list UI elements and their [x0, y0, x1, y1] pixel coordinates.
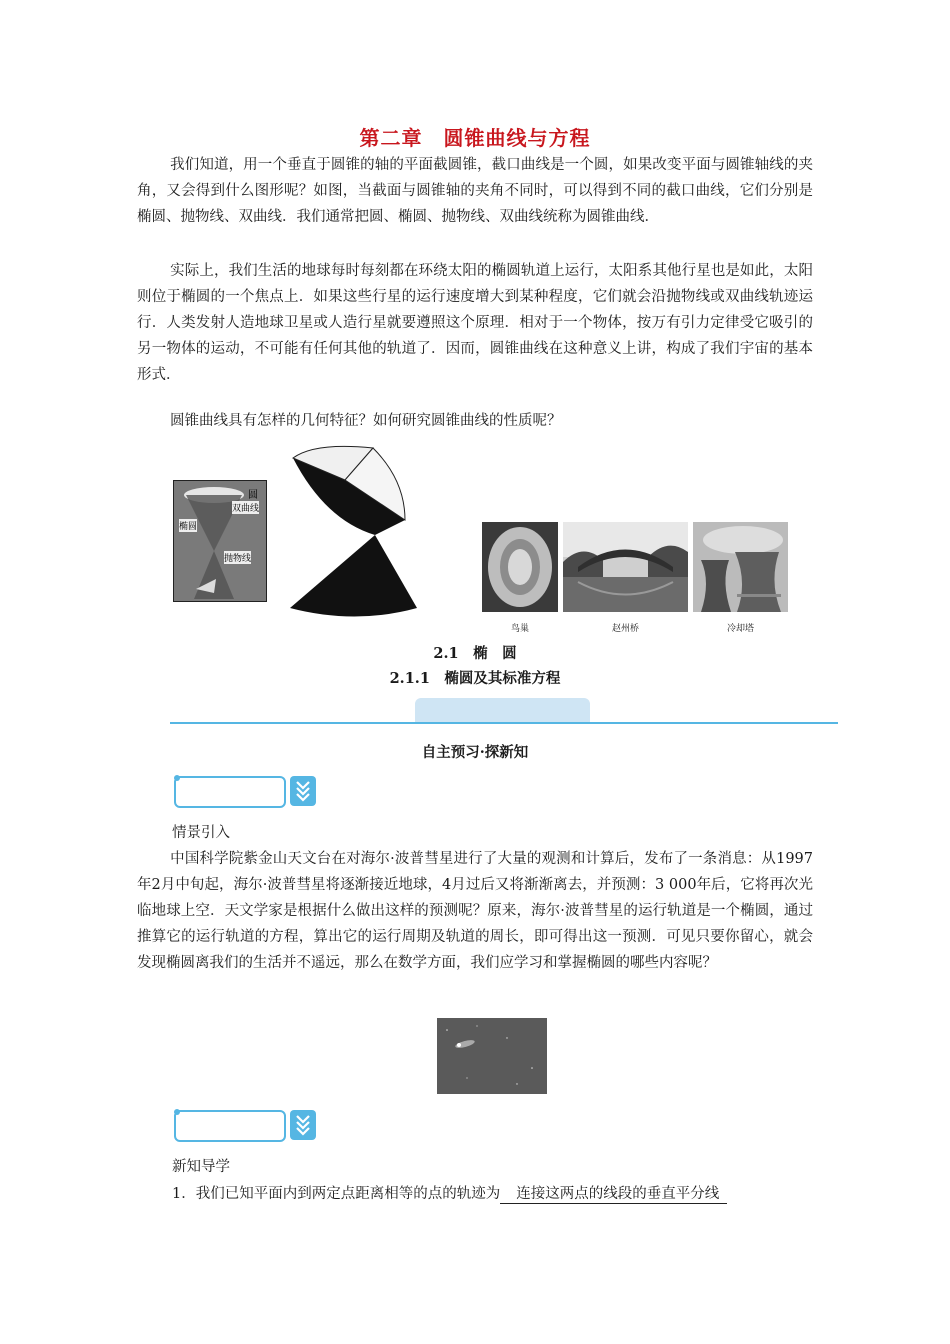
tag-dot-2: [174, 1109, 180, 1115]
chevron-down-icon-2: [290, 1110, 316, 1140]
comet-drawing: [437, 1018, 547, 1094]
scenario-heading: 情景引入: [172, 825, 230, 841]
label-ellipse: 椭圆: [179, 519, 197, 532]
intro-paragraph-3: 圆锥曲线具有怎样的几何特征？如何研究圆锥曲线的性质呢？: [170, 413, 562, 429]
subsection-title: 2.1.1 椭圆及其标准方程: [389, 670, 561, 687]
tag-box-2: [174, 1110, 286, 1142]
cooling-tower-photo: [693, 522, 788, 612]
label-hyperbola: 双曲线: [232, 501, 259, 514]
knowledge-item-1: [172, 1182, 852, 1204]
tag-box-1: [174, 776, 286, 808]
section-title: 2.1 椭 圆: [433, 645, 517, 662]
birds-nest-photo: [482, 522, 558, 612]
caption-cooling-tower: 冷却塔: [726, 624, 754, 634]
zhaozhou-bridge-photo: [563, 522, 688, 612]
cooling-tower-drawing: [693, 522, 788, 612]
band-title: 自主预习·探新知: [421, 744, 529, 761]
intro-paragraph-1: 我们知道，用一个垂直于圆锥的轴的平面截圆锥，截口曲线是一个圆，如果改变平面与圆锥轴线的夹角，又会得到什么图形呢？如图，当截面与圆锥轴的夹角不同时，可以得到不同的截口曲线，它们分别是椭圆、抛物线、双曲线．我们通常把圆、椭圆、抛物线、双曲线统称为圆锥曲线．: [137, 157, 813, 225]
chevron-down-icon: [290, 776, 316, 806]
label-parabola: 抛物线: [224, 551, 251, 564]
caption-birds-nest: 鸟巢: [510, 624, 529, 634]
chapter-title: 第二章 圆锥曲线与方程: [359, 126, 591, 150]
knowledge-item-1-text: 1．我们已知平面内到两定点距离相等的点的轨迹为: [172, 1186, 501, 1202]
knowledge-item-1-answer: 连接这两点的线段的垂直平分线: [500, 1182, 727, 1204]
double-cone-diagram: [285, 440, 420, 620]
new-knowledge-heading: 新知导学: [172, 1159, 230, 1175]
section-tab: [415, 698, 590, 723]
tag-dot-1: [174, 775, 180, 781]
label-circle: 圆: [248, 490, 258, 501]
zhaozhou-bridge-drawing: [563, 522, 688, 612]
cone-sections-photo: [173, 480, 267, 602]
caption-zhaozhou-bridge: 赵州桥: [611, 624, 639, 634]
section-divider: [170, 722, 838, 724]
comet-photo: [437, 1018, 547, 1094]
scenario-paragraph: 中国科学院紫金山天文台在对海尔·波普彗星进行了大量的观测和计算后，发布了一条消息：从1997年2月中旬起，海尔·波普彗星将逐渐接近地球，4月过后又将渐渐离去，并预测：3 000年后，它将再次光临地球上空．天文学家是根据什么做出这样的预测呢？原来，海尔·波普彗星的运行轨道是一个椭圆，通过推算它的运行轨道的方程，算出它的运行周期及轨道的周长，即可得出这一预测．可见只要你留心，就会发现椭圆离我们的生活并不遥远，那么在数学方面，我们应学习和掌握椭圆的哪些内容呢？: [137, 851, 813, 971]
intro-paragraph-2: 实际上，我们生活的地球每时每刻都在环绕太阳的椭圆轨道上运行，太阳系其他行星也是如此，太阳则位于椭圆的一个焦点上．如果这些行星的运行速度增大到某种程度，它们就会沿抛物线或双曲线轨迹运行．人类发射人造地球卫星或人造行星就要遵照这个原理．相对于一个物体，按万有引力定律受它吸引的另一物体的运动，不可能有任何其他的轨道了．因而，圆锥曲线在这种意义上讲，构成了我们宇宙的基本形式．: [137, 263, 813, 383]
birds-nest-drawing: [482, 522, 558, 612]
